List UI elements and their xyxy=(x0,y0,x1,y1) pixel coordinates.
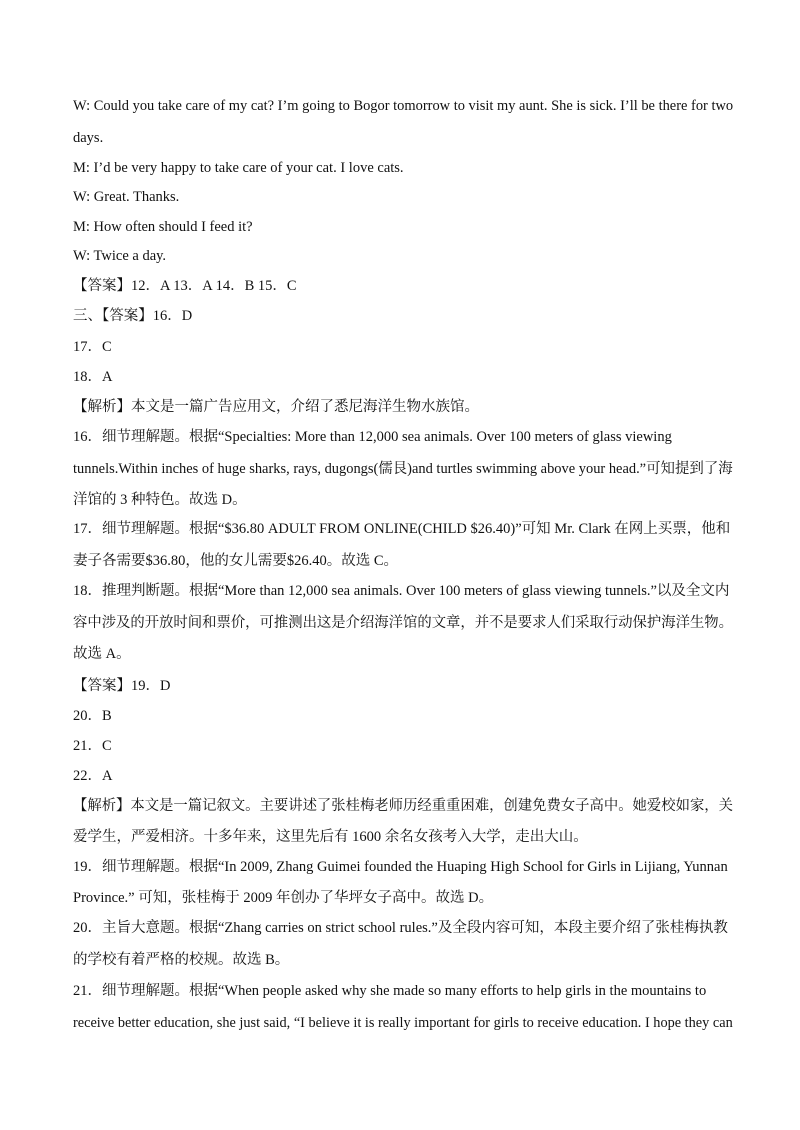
analysis-line-14: 20．主旨大意题。根据“Zhang carries on strict school rules.”及全段内容可知，本段主要介绍了张桂梅执教 xyxy=(73,920,728,936)
analysis-line-6: 妻子各需要$36.80，他的女儿需要$26.40。故选 C。 xyxy=(73,553,399,569)
analysis-line-11: 爱学生，严爱相济。十多年来，这里先后有 1600 余名女孩考入大学，走出大山。 xyxy=(73,829,588,845)
analysis-line-15: 的学校有着严格的校规。故选 B。 xyxy=(73,952,290,968)
answer-line-21: 21．C xyxy=(73,738,112,754)
text-line-5: M: How often should I feed it? xyxy=(73,219,253,235)
answer-line-20: 20．B xyxy=(73,708,112,724)
analysis-line-5: 17．细节理解题。根据“$36.80 ADULT FROM ONLINE(CHILD $26.40)”可知 Mr. Clark 在网上买票，他和 xyxy=(73,521,731,537)
analysis-line-2: 16．细节理解题。根据“Specialties: More than 12,000 sea animals. Over 100 meters of glass viewing xyxy=(73,429,672,445)
text-line-2: days. xyxy=(73,130,104,146)
analysis-line-7: 18．推理判断题。根据“More than 12,000 sea animals. Over 100 meters of glass viewing tunnels.”以及全文内 xyxy=(73,583,730,599)
analysis-line-16: 21．细节理解题。根据“When people asked why she made so many efforts to help girls in the mountains to xyxy=(73,983,707,999)
analysis-line-3: tunnels.Within inches of huge sharks, rays, dugongs(儒艮)and turtles swimming above your head.”可知提到了海 xyxy=(73,461,733,477)
answer-line-19: 【答案】19．D xyxy=(73,678,171,694)
analysis-line-1: 【解析】本文是一篇广告应用文，介绍了悉尼海洋生物水族馆。 xyxy=(73,399,479,415)
text-line-1: W: Could you take care of my cat? I’m going to Bogor tomorrow to visit my aunt. She is sick. I’ll be there for two xyxy=(73,98,734,114)
answer-line-16: 三、【答案】16．D xyxy=(73,308,193,324)
text-line-4: W: Great. Thanks. xyxy=(73,189,180,205)
analysis-line-8: 容中涉及的开放时间和票价，可推测出这是介绍海洋馆的文章，并不是要求人们采取行动保护海洋生物。 xyxy=(73,615,733,631)
answer-line-22: 22．A xyxy=(73,768,113,784)
analysis-line-13: Province.” 可知，张桂梅于 2009 年创办了华坪女子高中。故选 D。 xyxy=(73,890,494,906)
answer-line-17: 17．C xyxy=(73,339,112,355)
analysis-line-9: 故选 A。 xyxy=(73,646,131,662)
analysis-line-10: 【解析】本文是一篇记叙文。主要讲述了张桂梅老师历经重重困难，创建免费女子高中。她爱校如家，关 xyxy=(73,798,733,814)
answer-line-18: 18．A xyxy=(73,369,113,385)
analysis-line-12: 19．细节理解题。根据“In 2009, Zhang Guimei founded the Huaping High School for Girls in Lijiang, Yunnan xyxy=(73,859,728,875)
text-line-3: M: I’d be very happy to take care of your cat. I love cats. xyxy=(73,160,404,176)
answer-line-12-15: 【答案】12．A 13．A 14．B 15．C xyxy=(73,278,297,294)
analysis-line-17: receive better education, she just said, “I believe it is really important for girls to receive education. I hope they can xyxy=(73,1015,733,1031)
analysis-line-4: 洋馆的 3 种特色。故选 D。 xyxy=(73,492,247,508)
text-line-6: W: Twice a day. xyxy=(73,248,167,264)
